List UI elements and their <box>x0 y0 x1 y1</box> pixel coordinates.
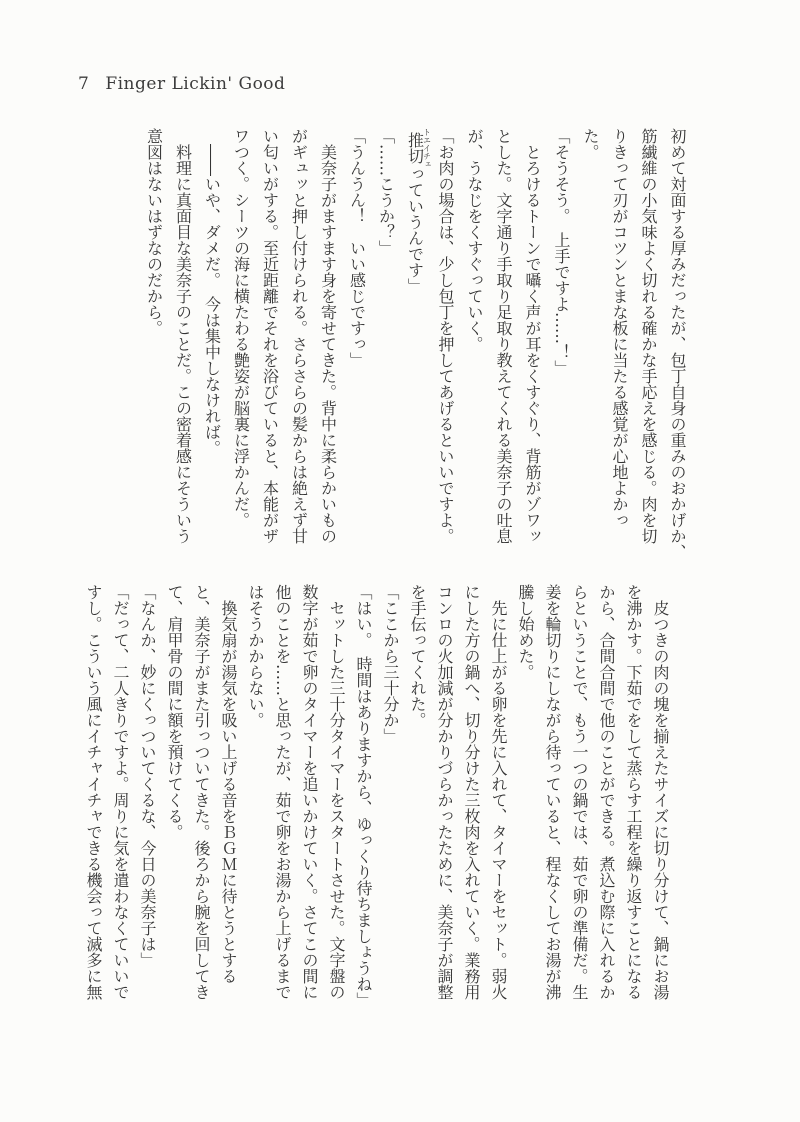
text-column: 「うんうん！ いい感じですっ」 <box>347 128 367 368</box>
text-column: セットした三十分タイマーをスタートさせた。文字盤の <box>327 600 346 1000</box>
text-column: コンロの火加減が分かりづらかったために、美奈子が調整 <box>435 584 454 1000</box>
text-column: にした方の鍋へ、切り分けた三枚肉を入れていく。業務用 <box>462 584 481 1000</box>
text-column: 筋繊維の小気味よく切れる確かな手応えを感じる。肉を切 <box>639 128 658 544</box>
text-column: すし。こういう風にイチャイチャできる機会って滅多に無 <box>84 584 103 1000</box>
text-column: 姜を輪切りにしながら待っていると、程なくしてお湯が沸 <box>543 584 562 1000</box>
text-column: 「……こうか？」 <box>376 128 396 256</box>
text-column: と、美奈子がまた引っついてきた。後ろから腕を回してき <box>192 584 211 1000</box>
text-column: 皮つきの肉の塊を揃えたサイズに切り分けて、鍋にお湯 <box>651 600 670 1000</box>
text-column: 推切トエイチェっていうんです」 <box>405 128 432 294</box>
running-header <box>78 74 285 94</box>
text-column: い匂いがする。至近距離でそれを浴びていると、本能がザ <box>260 128 280 544</box>
text-column: 「はい。 時間はありますから、ゆっくり待ちましょうね」 <box>354 584 373 1008</box>
text-column: が、うなじをくすぐっていく。 <box>465 128 484 352</box>
text-column: から、合間合間で他のことができる。煮込む際に入れるか <box>597 584 616 1000</box>
text-column: 数字が茹で卵のタイマーを追いかけていく。さてこの間に <box>300 584 319 1000</box>
text-column: 意図はないはずなのだから。 <box>144 128 164 336</box>
text-column: とした。文字通り手取り足取り教えてくれる美奈子の吐息 <box>494 128 513 544</box>
text-column: とろけるトーンで囁く声が耳をくすぐり、背筋がゾワッ <box>523 144 542 544</box>
text-column: 美奈子がますます身を寄せてきた。背中に柔らかいもの <box>318 144 338 544</box>
text-column: 「ここから三十分か」 <box>381 584 400 744</box>
text-column: りきって刃がコツンとまな板に当たる感覚が心地よかっ <box>610 128 629 528</box>
text-column: 騰し始めた。 <box>516 584 535 680</box>
text-column: 料理に真面目な美奈子のことだ。この密着感にそういう <box>173 144 193 544</box>
text-column: て、肩甲骨の間に額を預けてくる。 <box>165 584 184 840</box>
upper-text-block <box>140 128 693 566</box>
text-column: 「お肉の場合は、少し包丁を押してあげるといいですよ。 <box>436 128 455 544</box>
text-column: 初めて対面する厚みだったが、包丁自身の重みのおかげか、 <box>668 128 687 560</box>
text-column: 換気扇が湯気を吸い上げる音をＢＧＭに待とうとする <box>219 600 238 984</box>
text-column: ワつく。シーツの海に横たわる艶姿が脳裏に浮かんだ。 <box>231 128 251 528</box>
page-number: 7 <box>78 74 90 94</box>
text-column: 「だって、二人きりですよ。周りに気を遣わなくていいで <box>111 584 130 1000</box>
text-column: はそうかからない。 <box>246 584 265 728</box>
chapter-title: Finger Lickin' Good <box>105 74 286 94</box>
text-column: ――いや、ダメだ。 今は集中しなければ。 <box>202 144 222 456</box>
text-column: 「なんか、妙にくっついてくるな、今日の美奈子は」 <box>138 584 157 968</box>
text-column: を沸かす。下茹でをして蒸らす工程を繰り返すことになる <box>624 584 643 1000</box>
text-column: 先に仕上がる卵を先に入れて、タイマーをセット。弱火 <box>489 600 508 1000</box>
text-column: 他のことを……と思ったが、茹で卵をお湯から上げるまで <box>273 584 292 1000</box>
text-column: がギュッと押し付けられる。さらさらの髪からは絶えず甘 <box>289 128 309 544</box>
text-column: らということで、もう一つの鍋では、茹で卵の準備だ。生 <box>570 584 589 1000</box>
text-column: た。 <box>581 128 600 160</box>
text-column: 「そうそう。 上手ですよ……！」 <box>552 128 571 376</box>
furigana-ruby: 推切トエイチェ <box>405 128 432 168</box>
lower-text-block <box>80 584 674 1032</box>
text-column: を手伝ってくれた。 <box>408 584 427 728</box>
